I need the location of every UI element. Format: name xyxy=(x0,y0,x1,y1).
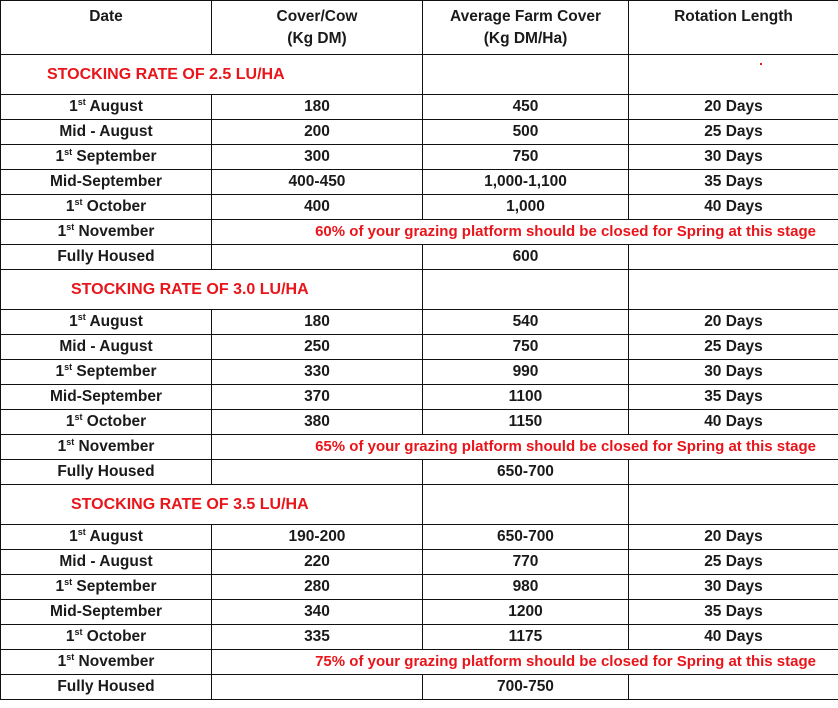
average-farm-cover-cell: 1150 xyxy=(423,410,629,435)
table-row xyxy=(1,120,838,145)
date-ordinal-suffix: st xyxy=(77,96,86,107)
date-text-rest: October xyxy=(82,198,147,215)
average-farm-cover-cell: 500 xyxy=(423,120,629,145)
cover-per-cow-cell: 370 xyxy=(212,385,423,410)
cover-per-cow-cell: 400-450 xyxy=(212,170,423,195)
date-text: 1 xyxy=(57,653,67,670)
rotation-length-cell: 30 Days xyxy=(629,575,838,600)
table-row xyxy=(1,360,838,385)
date-text-rest: September xyxy=(72,578,157,595)
closing-note: 65% of your grazing platform should be closed for Spring at this stage xyxy=(212,435,838,460)
header-cover-cow: Cover/Cow (Kg DM) xyxy=(212,1,423,55)
table-row xyxy=(1,170,838,195)
section-title: STOCKING RATE OF 2.5 LU/HA xyxy=(1,55,423,95)
date-cell xyxy=(1,525,212,550)
average-farm-cover-cell: 700-750 xyxy=(423,675,629,700)
rotation-length-cell: 35 Days xyxy=(629,385,838,410)
section-header-row xyxy=(1,270,838,310)
rotation-length-cell: 30 Days xyxy=(629,360,838,385)
date-text-rest: November xyxy=(74,223,155,240)
cover-per-cow-cell: 300 xyxy=(212,145,423,170)
cover-per-cow-cell: 250 xyxy=(212,335,423,360)
date-text: Mid - August xyxy=(59,123,153,140)
date-text: 1 xyxy=(69,313,78,330)
average-farm-cover-cell: 650-700 xyxy=(423,460,629,485)
date-text: Mid - August xyxy=(59,338,153,355)
fully-housed-row xyxy=(1,245,838,270)
fully-housed-row xyxy=(1,675,838,700)
cover-per-cow-cell: 280 xyxy=(212,575,423,600)
date-text: 1 xyxy=(55,363,65,380)
date-text: Mid-September xyxy=(50,173,162,190)
date-text: 1 xyxy=(69,98,78,115)
date-text-rest: September xyxy=(72,148,157,165)
section-title: STOCKING RATE OF 3.5 LU/HA xyxy=(1,485,423,525)
date-cell xyxy=(1,410,212,435)
header-date: Date xyxy=(1,1,212,55)
table-row xyxy=(1,550,838,575)
date-cell xyxy=(1,120,212,145)
date-text: Mid-September xyxy=(50,388,162,405)
date-text-rest: November xyxy=(74,653,155,670)
date-ordinal-suffix: st xyxy=(66,221,75,232)
cover-per-cow-cell: 330 xyxy=(212,360,423,385)
date-cell xyxy=(1,625,212,650)
date-cell xyxy=(1,385,212,410)
date-text: 1 xyxy=(65,628,75,645)
closing-note: 60% of your grazing platform should be closed for Spring at this stage xyxy=(212,220,838,245)
date-cell: Fully Housed xyxy=(1,245,212,270)
cover-per-cow-cell: 340 xyxy=(212,600,423,625)
table-row xyxy=(1,195,838,220)
table-row xyxy=(1,410,838,435)
date-cell: Fully Housed xyxy=(1,460,212,485)
date-cell xyxy=(1,550,212,575)
date-ordinal-suffix: st xyxy=(66,651,75,662)
cover-per-cow-cell: 180 xyxy=(212,310,423,335)
empty-cell xyxy=(423,270,629,310)
header-rotation-length: Rotation Length xyxy=(629,1,838,55)
empty-cell xyxy=(629,675,838,700)
rotation-length-cell: 20 Days xyxy=(629,95,838,120)
date-cell xyxy=(1,145,212,170)
fully-housed-row xyxy=(1,460,838,485)
table-row xyxy=(1,310,838,335)
rotation-length-cell: 20 Days xyxy=(629,310,838,335)
date-ordinal-suffix: st xyxy=(74,196,83,207)
empty-cell xyxy=(212,460,423,485)
average-farm-cover-cell: 540 xyxy=(423,310,629,335)
average-farm-cover-cell: 1,000-1,100 xyxy=(423,170,629,195)
cover-per-cow-cell: 220 xyxy=(212,550,423,575)
date-text: 1 xyxy=(65,413,75,430)
date-ordinal-suffix: st xyxy=(64,361,73,372)
date-text: 1 xyxy=(57,223,67,240)
empty-cell xyxy=(212,675,423,700)
date-text-rest: October xyxy=(82,628,147,645)
empty-cell xyxy=(212,245,423,270)
date-ordinal-suffix: st xyxy=(77,526,86,537)
date-ordinal-suffix: st xyxy=(74,411,83,422)
table-row xyxy=(1,625,838,650)
empty-cell xyxy=(629,55,838,95)
date-cell xyxy=(1,650,212,675)
date-ordinal-suffix: st xyxy=(64,576,73,587)
date-text: Mid - August xyxy=(59,553,153,570)
average-farm-cover-cell: 450 xyxy=(423,95,629,120)
date-cell xyxy=(1,310,212,335)
date-text-rest: August xyxy=(85,528,143,545)
table-row xyxy=(1,525,838,550)
date-ordinal-suffix: st xyxy=(66,436,75,447)
date-text: 1 xyxy=(55,578,65,595)
november-row xyxy=(1,435,838,460)
empty-cell xyxy=(629,485,838,525)
table-row xyxy=(1,335,838,360)
table-row xyxy=(1,575,838,600)
date-text-rest: September xyxy=(72,363,157,380)
november-row xyxy=(1,220,838,245)
table-header-row xyxy=(1,1,838,55)
section-title: STOCKING RATE OF 3.0 LU/HA xyxy=(1,270,423,310)
date-cell: Fully Housed xyxy=(1,675,212,700)
average-farm-cover-cell: 600 xyxy=(423,245,629,270)
rotation-length-cell: 40 Days xyxy=(629,410,838,435)
date-cell xyxy=(1,435,212,460)
date-text: Mid-September xyxy=(50,603,162,620)
cover-per-cow-cell: 335 xyxy=(212,625,423,650)
date-cell xyxy=(1,575,212,600)
date-cell xyxy=(1,95,212,120)
date-cell xyxy=(1,195,212,220)
cover-per-cow-cell: 380 xyxy=(212,410,423,435)
rotation-length-cell: 30 Days xyxy=(629,145,838,170)
cover-per-cow-cell: 400 xyxy=(212,195,423,220)
date-cell xyxy=(1,360,212,385)
date-text-rest: August xyxy=(85,313,143,330)
rotation-length-cell: 40 Days xyxy=(629,195,838,220)
date-text: 1 xyxy=(57,438,67,455)
average-farm-cover-cell: 990 xyxy=(423,360,629,385)
cover-per-cow-cell: 190-200 xyxy=(212,525,423,550)
empty-cell xyxy=(423,485,629,525)
date-text: 1 xyxy=(65,198,75,215)
date-text-rest: October xyxy=(82,413,147,430)
average-farm-cover-cell: 1175 xyxy=(423,625,629,650)
closing-note: 75% of your grazing platform should be closed for Spring at this stage xyxy=(212,650,838,675)
date-ordinal-suffix: st xyxy=(77,311,86,322)
cover-per-cow-cell: 180 xyxy=(212,95,423,120)
date-text: 1 xyxy=(69,528,78,545)
cover-per-cow-cell: 200 xyxy=(212,120,423,145)
empty-cell xyxy=(423,55,629,95)
header-average-farm-cover: Average Farm Cover (Kg DM/Ha) xyxy=(423,1,629,55)
empty-cell xyxy=(629,270,838,310)
table-row xyxy=(1,385,838,410)
average-farm-cover-cell: 1100 xyxy=(423,385,629,410)
date-cell xyxy=(1,600,212,625)
rotation-length-cell: 40 Days xyxy=(629,625,838,650)
date-cell xyxy=(1,220,212,245)
rotation-length-cell: 25 Days xyxy=(629,550,838,575)
average-farm-cover-cell: 1200 xyxy=(423,600,629,625)
date-text-rest: August xyxy=(85,98,143,115)
section-header-row xyxy=(1,485,838,525)
rotation-length-cell: 20 Days xyxy=(629,525,838,550)
average-farm-cover-cell: 1,000 xyxy=(423,195,629,220)
table-row xyxy=(1,145,838,170)
rotation-length-cell: 35 Days xyxy=(629,600,838,625)
rotation-length-cell: 25 Days xyxy=(629,120,838,145)
average-farm-cover-cell: 750 xyxy=(423,145,629,170)
average-farm-cover-cell: 650-700 xyxy=(423,525,629,550)
date-text: 1 xyxy=(55,148,65,165)
average-farm-cover-cell: 750 xyxy=(423,335,629,360)
empty-cell xyxy=(629,460,838,485)
rotation-length-cell: 25 Days xyxy=(629,335,838,360)
rotation-length-cell: 35 Days xyxy=(629,170,838,195)
section-header-row xyxy=(1,55,838,95)
average-farm-cover-cell: 770 xyxy=(423,550,629,575)
date-ordinal-suffix: st xyxy=(74,626,83,637)
average-farm-cover-cell: 980 xyxy=(423,575,629,600)
date-cell xyxy=(1,170,212,195)
empty-cell xyxy=(629,245,838,270)
date-ordinal-suffix: st xyxy=(64,146,73,157)
table-row xyxy=(1,600,838,625)
date-text-rest: November xyxy=(74,438,155,455)
november-row xyxy=(1,650,838,675)
table-row xyxy=(1,95,838,120)
date-cell xyxy=(1,335,212,360)
